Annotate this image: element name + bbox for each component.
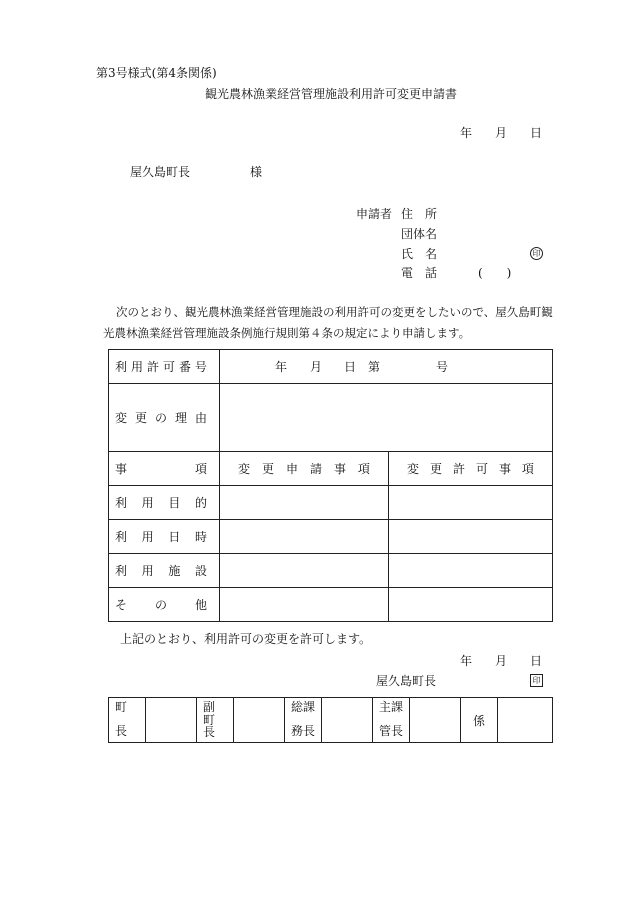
body-line-1: 次のとおり、観光農林漁業経営管理施設の利用許可の変更をしたいので、屋久島町観 [116, 305, 553, 319]
item-header: 事 項 [109, 452, 220, 486]
permit-number-value[interactable]: 年 月 日 第 号 [220, 350, 553, 384]
sign-box-supervisor[interactable] [410, 698, 461, 743]
year-label: 年 [460, 654, 473, 668]
date-bottom [460, 655, 542, 667]
change-request-header: 変 更 申 請 事 項 [220, 452, 389, 486]
month-label: 月 [494, 126, 507, 140]
day-label: 日 [529, 654, 542, 668]
month-label: 月 [494, 654, 507, 668]
body-line-2: 光農林漁業経営管理施設条例施行規則第４条の規定により申請します。 [103, 326, 471, 340]
sign-box-mayor[interactable] [146, 698, 197, 743]
applicant-phone-label: 電 話 [401, 266, 438, 280]
applicant-name-label: 氏 名 [401, 247, 438, 261]
purpose-request-cell[interactable] [220, 486, 389, 520]
applicant-phone-parens: ( ) [478, 266, 512, 280]
permit-number-row [109, 350, 553, 384]
other-request-cell[interactable] [220, 588, 389, 622]
permit-number-label: 利 用 許 可 番 号 [109, 350, 220, 384]
mayor-seal-mark: 印 [530, 674, 543, 687]
addressee-honorific: 様 [250, 165, 263, 179]
mayor-signature-label: 屋久島町長 [376, 674, 437, 688]
sign-box-deputy-mayor[interactable] [234, 698, 285, 743]
reason-row [109, 384, 553, 452]
addressee-name: 屋久島町長 [130, 165, 191, 179]
column-header-row [109, 452, 553, 486]
row-label-purpose: 利 用 目 的 [109, 486, 220, 520]
application-table [108, 349, 553, 622]
row-label-facility: 利 用 施 設 [109, 554, 220, 588]
table-row [109, 486, 553, 520]
applicant-group-label: 団体名 [401, 227, 438, 241]
reason-value[interactable] [220, 384, 553, 452]
approval-sign-boxes [108, 697, 553, 743]
sign-box-staff[interactable] [498, 698, 553, 743]
applicant-address-label: 住 所 [401, 207, 438, 221]
row-label-datetime: 利 用 日 時 [109, 520, 220, 554]
approval-text: 上記のとおり、利用許可の変更を許可します。 [120, 632, 372, 646]
datetime-permit-cell[interactable] [389, 520, 553, 554]
other-permit-cell[interactable] [389, 588, 553, 622]
sign-label-deputy-mayor: 副 町 長 [197, 698, 234, 743]
applicant-seal-mark: 印 [530, 247, 543, 260]
purpose-permit-cell[interactable] [389, 486, 553, 520]
form-number: 第3号様式(第4条関係) [96, 66, 217, 80]
day-label: 日 [529, 126, 542, 140]
table-row [109, 554, 553, 588]
table-row [109, 588, 553, 622]
sign-label-staff: 係 [461, 698, 498, 743]
sign-box-general-affairs[interactable] [322, 698, 373, 743]
sign-label-general-affairs: 総課 務長 [285, 698, 322, 743]
facility-request-cell[interactable] [220, 554, 389, 588]
sign-label-mayor: 町 長 [109, 698, 146, 743]
datetime-request-cell[interactable] [220, 520, 389, 554]
row-label-other: そ の 他 [109, 588, 220, 622]
document-title: 観光農林漁業経営管理施設利用許可変更申請書 [205, 87, 458, 101]
reason-label: 変 更 の 理 由 [109, 384, 220, 452]
sign-label-supervisor: 主課 管長 [373, 698, 410, 743]
change-permit-header: 変 更 許 可 事 項 [389, 452, 553, 486]
table-row [109, 520, 553, 554]
applicant-label: 申請者 [356, 207, 393, 221]
date-top [460, 127, 542, 139]
year-label: 年 [460, 126, 473, 140]
facility-permit-cell[interactable] [389, 554, 553, 588]
